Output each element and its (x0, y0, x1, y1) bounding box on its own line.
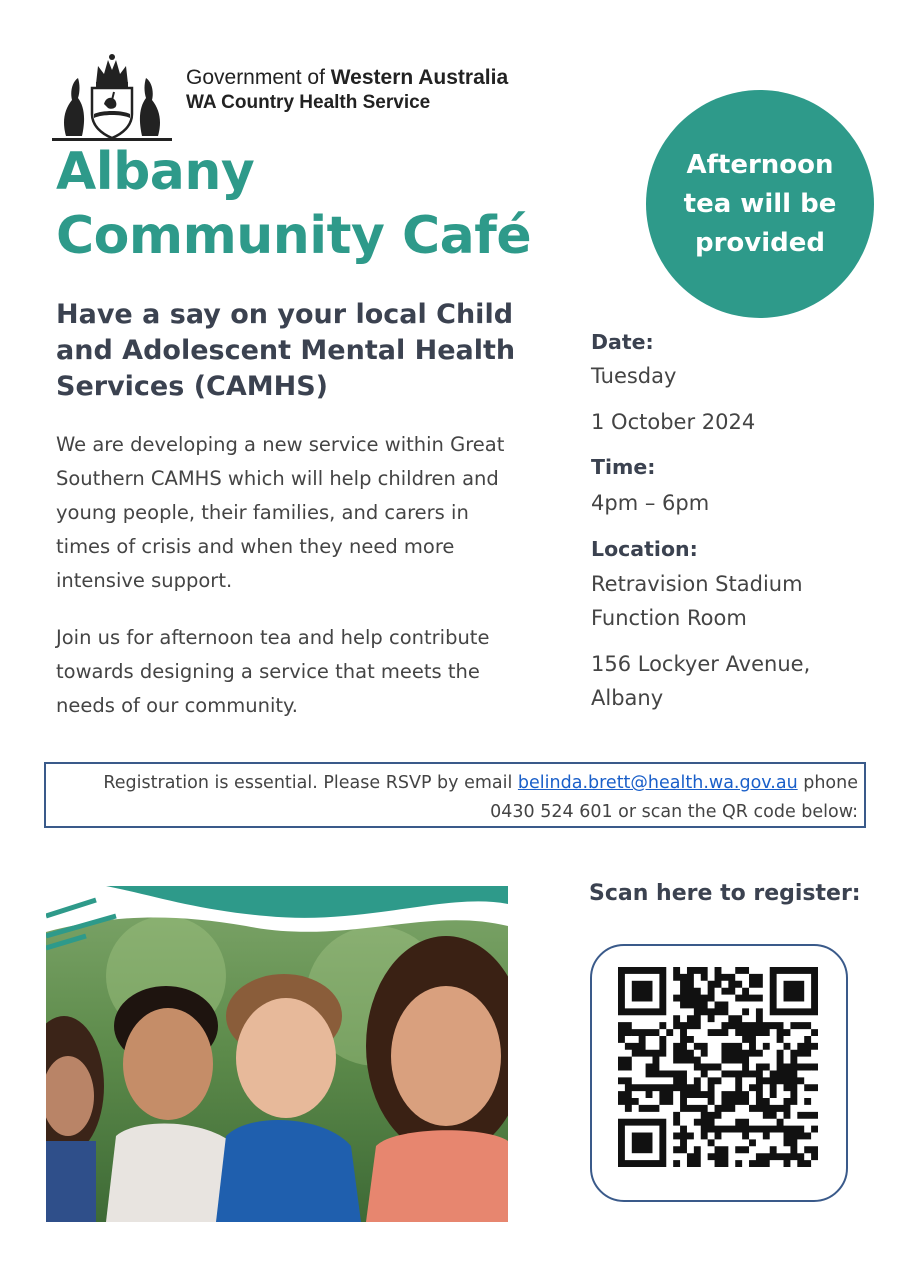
title-line-1: Albany (56, 142, 255, 202)
registration-qr-code[interactable] (618, 967, 818, 1167)
badge-line-1: Afternoon (686, 149, 834, 180)
health-service-name: WA Country Health Service (186, 92, 431, 113)
location-line-1: Retravision Stadium (591, 572, 803, 596)
date-label: Date: (591, 330, 654, 354)
badge-line-3: provided (694, 227, 825, 258)
registration-line-1: Registration is essential. Please RSVP by email belinda.brett@health.wa.gov.au phone (103, 773, 858, 793)
qr-code-frame[interactable] (590, 944, 848, 1202)
intro-paragraph: We are developing a new service within Great Southern CAMHS which will help children and young people, their families, and carers in times of crisis and when they need more intensive support. (56, 433, 505, 592)
time-value: 4pm – 6pm (591, 491, 710, 515)
date-day: Tuesday (591, 364, 677, 388)
rsvp-email-link[interactable]: belinda.brett@health.wa.gov.au (517, 773, 798, 793)
title-line-2: Community Café (56, 206, 532, 266)
afternoon-tea-badge (646, 90, 874, 318)
time-label: Time: (591, 455, 656, 479)
invitation-paragraph: Join us for afternoon tea and help contribute towards designing a service that meets the needs of our community. (56, 626, 490, 717)
location-label: Location: (591, 537, 698, 561)
subheading: Have a say on your local Child and Adolescent Mental Health Services (CAMHS) (56, 299, 516, 402)
registration-line-2: 0430 524 601 or scan the QR code below: (490, 802, 858, 822)
location-line-2: Function Room (591, 606, 747, 630)
location-line-4: Albany (591, 686, 664, 710)
government-name: Government of Western Australia (186, 66, 509, 89)
young-people-photo (46, 886, 508, 1222)
wa-crest-logo (52, 52, 172, 144)
scan-heading: Scan here to register: (589, 881, 861, 906)
registration-box (44, 762, 866, 828)
badge-line-2: tea will be (683, 188, 837, 219)
location-line-3: 156 Lockyer Avenue, (591, 652, 811, 676)
date-full: 1 October 2024 (591, 410, 756, 434)
